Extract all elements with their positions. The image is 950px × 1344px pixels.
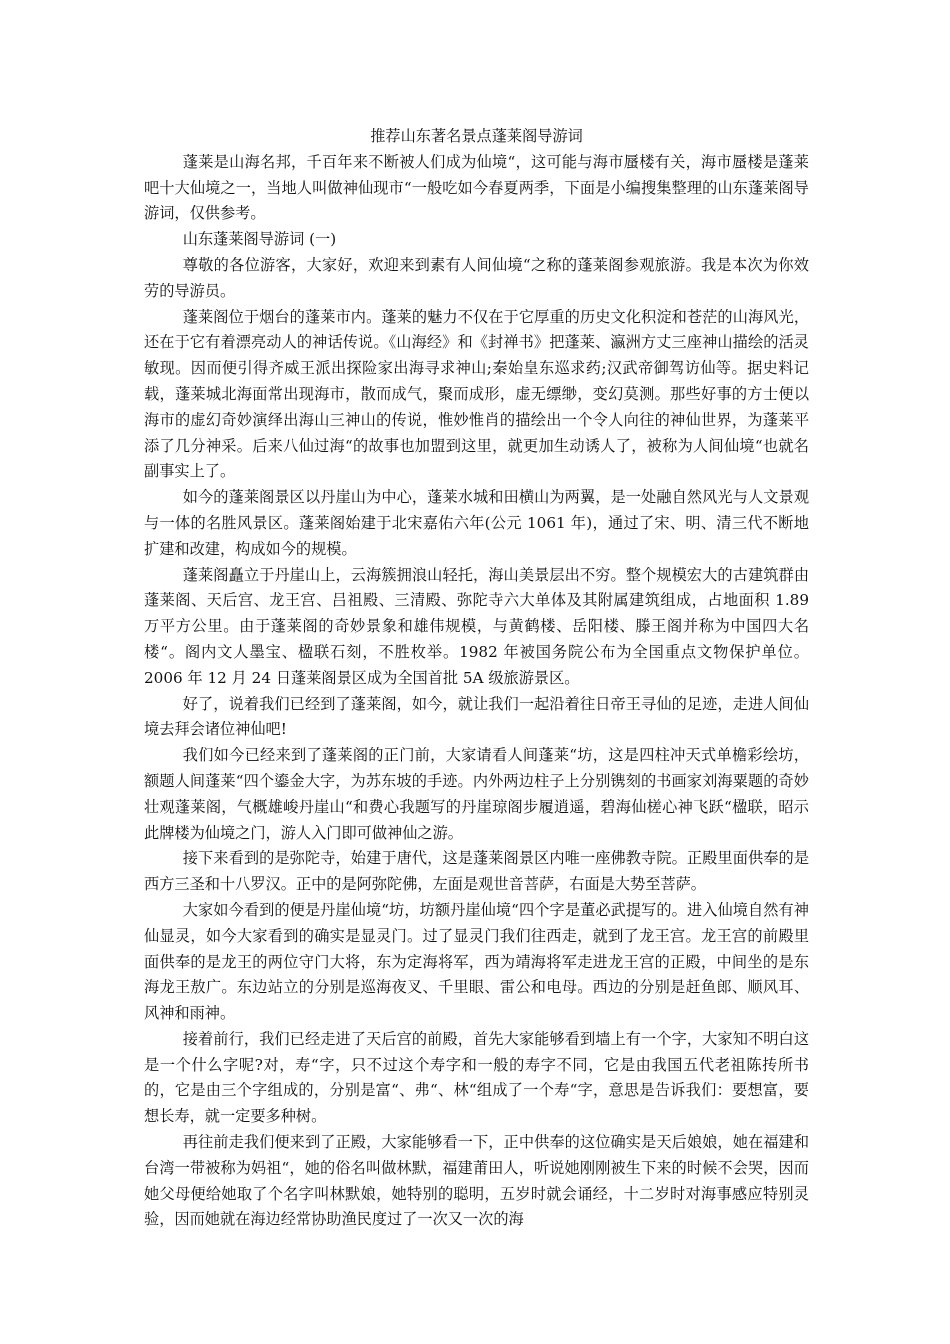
- dragon-king-paragraph: 大家如今看到的便是丹崖仙境“坊，坊额丹崖仙境“四个字是董必武提写的。进入仙境自然有神仙显灵，如今大家看到的确实是显灵门。过了显灵门我们往西走，就到了龙王宫。龙王宫的前殿里面供奉的是龙王的两位守门大将，东为定海将军，西为靖海将军走进龙王宫的正殿，中间坐的是东海龙王敖广。东边站立的分别是巡海夜叉、千里眼、雷公和电母。西边的分别是赶鱼郎、顺风耳、风神和雨神。: [144, 900, 809, 1023]
- document-body: [144, 124, 809, 1233]
- document-title: 推荐山东著名景点蓬莱阁导游词: [370, 127, 583, 145]
- welcome-paragraph: 尊敬的各位游客，大家好，欢迎来到素有人间仙境“之称的蓬莱阁参观旅游。我是本次为你效劳的导游员。: [144, 255, 809, 300]
- tianhou-main-paragraph: 再往前走我们便来到了正殿，大家能够看一下，正中供奉的这位确实是天后娘娘，她在福建和台湾一带被称为妈祖“，她的俗名叫做林默，福建莆田人，听说她刚刚被生下来的时候不会哭，因而她父母便给她取了个名字叫林默娘，她特别的聪明，五岁时就会诵经，十二岁时对海事感应特别灵验，因而她就在海边经常协助渔民度过了一次又一次的海: [144, 1133, 809, 1229]
- main-gate-paragraph: 我们如今已经来到了蓬莱阁的正门前，大家请看人间蓬莱“坊，这是四柱冲天式单檐彩绘坊，额题人间蓬莱“四个鎏金大字，为苏东坡的手迹。内外两边柱子上分别镌刻的书画家刘海粟题的奇妙壮观蓬莱阁，气概雄峻丹崖山“和费心我题写的丹崖琼阁步履逍遥，碧海仙槎心神飞跃“楹联，昭示此牌楼为仙境之门，游人入门即可做神仙之游。: [144, 746, 809, 842]
- architecture-paragraph: 蓬莱阁矗立于丹崖山上，云海簇拥浪山轻托，海山美景层出不穷。整个规模宏大的古建筑群由蓬莱阁、天后宫、龙王宫、吕祖殿、三清殿、弥陀寺六大单体及其附属建筑组成，占地面积 1.89 万平方公里。由于蓬莱阁的奇妙景象和雄伟规模，与黄鹤楼、岳阳楼、滕王阁并称为中国四大名楼“。阁内文人墨宝、楹联石刻，不胜枚举。1982 年被国务院公布为全国重点文物保护单位。2006 年 12 月 24 日蓬莱阁景区成为全国首批 5A 级旅游景区。: [144, 565, 809, 687]
- intro-paragraph: 蓬莱是山海名邦，千百年来不断被人们成为仙境“，这可能与海市蜃楼有关，海市蜃楼是蓬莱吧十大仙境之一，当地人叫做神仙现市“一般吃如今春夏两季，下面是小编搜集整理的山东蓬莱阁导游词，仅供参考。: [144, 152, 809, 223]
- scenic-area-paragraph: 如今的蓬莱阁景区以丹崖山为中心，蓬莱水城和田横山为两翼，是一处融自然风光与人文景观与一体的名胜风景区。蓬莱阁始建于北宋嘉佑六年(公元 1061 年)，通过了宋、明、清三代不断地扩建和改建，构成如今的规模。: [144, 488, 809, 558]
- location-paragraph: 蓬莱阁位于烟台的蓬莱市内。蓬莱的魅力不仅在于它厚重的历史文化积淀和苍茫的山海风光，还在于它有着漂亮动人的神话传说。《山海经》和《封禅书》把蓬莱、瀛洲方丈三座神山描绘的活灵敏现。因而便引得齐威王派出探险家出海寻求神山;秦始皇东巡求药;汉武帝御驾访仙等。据史料记载，蓬莱城北海面常出现海市，散而成气，聚而成形，虚无缥缈，变幻莫测。那些好事的方士便以海市的虚幻奇妙演绎出海山三神山的传说，惟妙惟肖的描绘出一个令人向往的神仙世界，为蓬莱平添了几分神采。后来八仙过海“的故事也加盟到这里，就更加生动诱人了，被称为人间仙境“也就名副事实上了。: [144, 307, 809, 481]
- arrival-paragraph: 好了，说着我们已经到了蓬莱阁，如今，就让我们一起沿着往日帝王寻仙的足迹，走进人间仙境去拜会诸位神仙吧!: [144, 694, 809, 739]
- section-heading: 山东蓬莱阁导游词 (一): [182, 230, 337, 249]
- mituo-temple-paragraph: 接下来看到的是弥陀寺，始建于唐代，这是蓬莱阁景区内唯一座佛教寺院。正殿里面供奉的是西方三圣和十八罗汉。正中的是阿弥陀佛，左面是观世音菩萨，右面是大势至菩萨。: [144, 849, 809, 894]
- tianhou-front-paragraph: 接着前行，我们已经走进了天后宫的前殿，首先大家能够看到墙上有一个字，大家知不明白这是一个什么字呢?对，寿“字，只不过这个寿字和一般的寿字不同，它是由我国五代老祖陈抟所书的，它是由三个字组成的，分别是富“、弗“、林“组成了一个寿“字，意思是告诉我们：要想富，要想长寿，就一定要多种树。: [144, 1029, 809, 1126]
